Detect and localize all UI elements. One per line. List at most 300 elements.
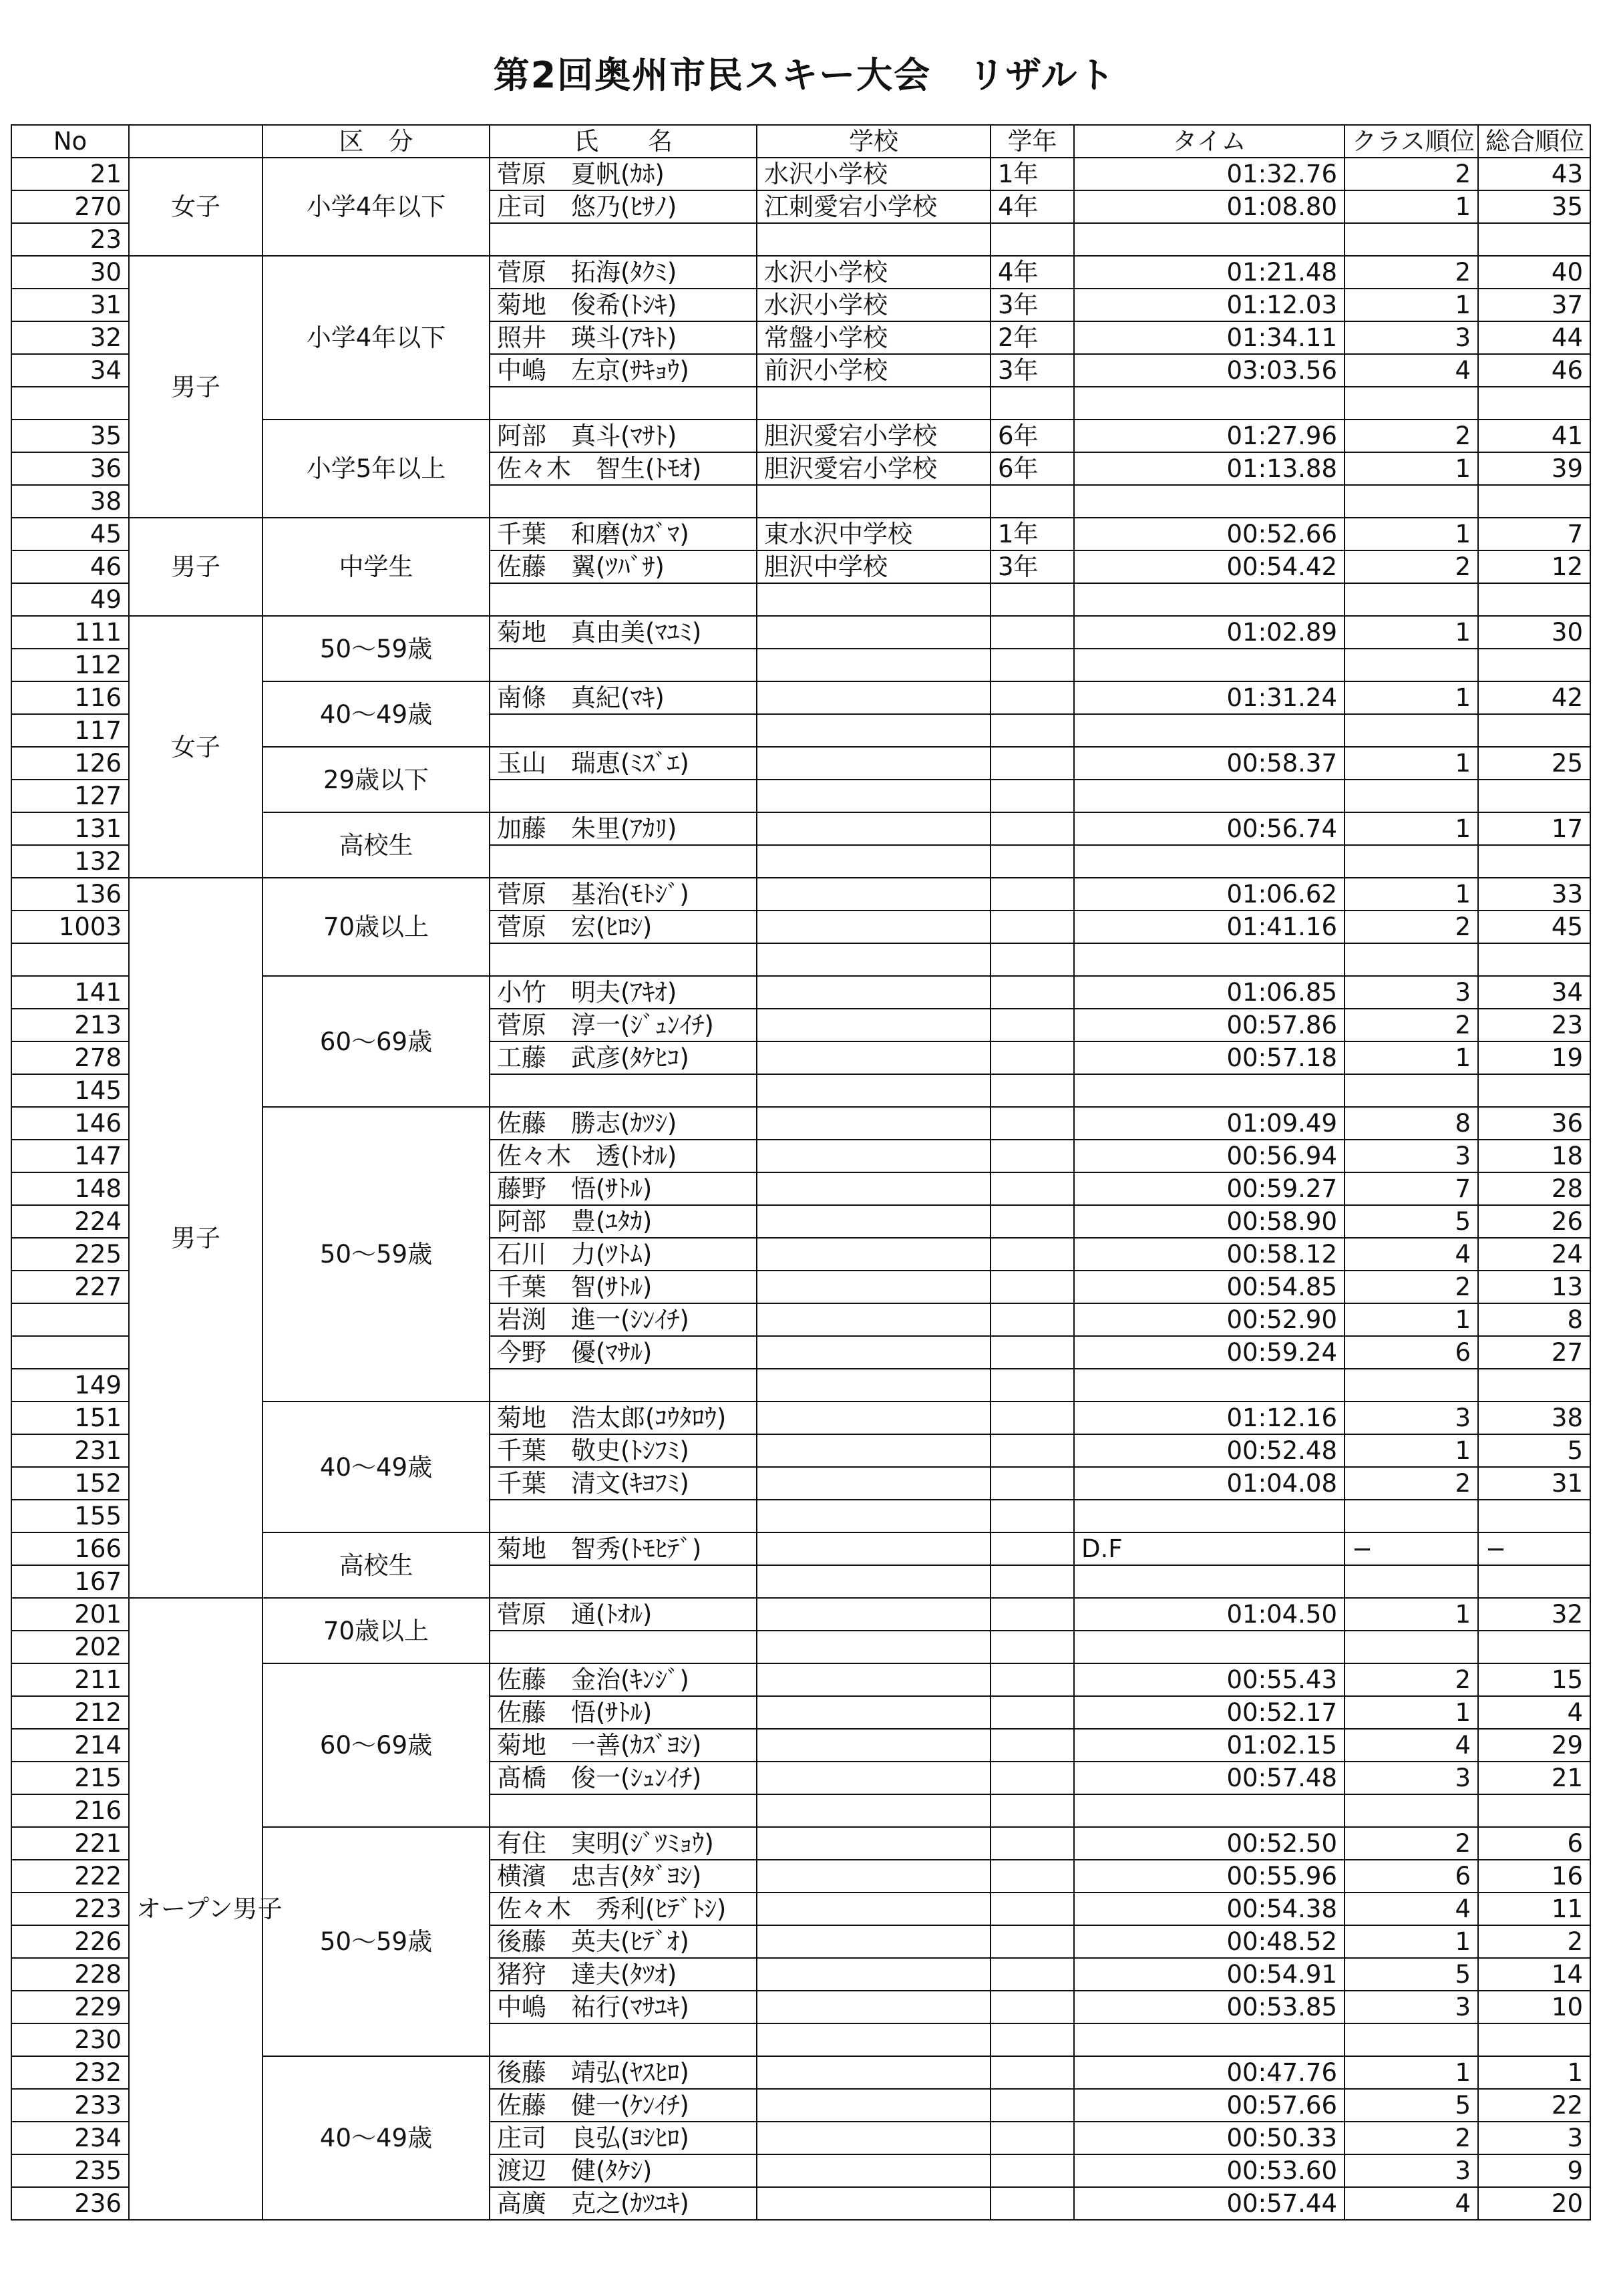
entry-number [11,1303,129,1336]
school-name [757,1532,991,1565]
division-label: 50〜59歳 [262,616,490,681]
entry-number: 127 [11,780,129,812]
overall-rank: 8 [1478,1303,1590,1336]
class-rank [1345,485,1478,518]
group-label: 男子 [129,256,262,518]
time: 00:57.44 [1074,2187,1345,2220]
school-name [757,387,991,420]
division-label: 高校生 [262,812,490,878]
grade [991,2154,1074,2187]
class-rank: 5 [1345,1958,1478,1991]
group-label: オープン男子 [129,1598,262,2220]
entry-number: 270 [11,190,129,223]
overall-rank: 26 [1478,1205,1590,1238]
competitor-name: 小竹 明夫(ｱｷｵ) [490,976,757,1009]
overall-rank [1478,1500,1590,1532]
grade [991,845,1074,878]
grade [991,1663,1074,1696]
time: 01:04.08 [1074,1467,1345,1500]
header-name: 氏 名 [490,125,757,158]
division-label: 70歳以上 [262,1598,490,1663]
competitor-name: 照井 瑛斗(ｱｷﾄ) [490,321,757,354]
class-rank: 1 [1345,289,1478,321]
competitor-name: 菅原 淳一(ｼﾞｭﾝｲﾁ) [490,1009,757,1041]
grade [991,223,1074,256]
time: 00:58.37 [1074,747,1345,780]
time: 00:58.12 [1074,1238,1345,1271]
entry-number: 221 [11,1827,129,1860]
class-rank [1345,780,1478,812]
class-rank: 7 [1345,1172,1478,1205]
grade [991,1958,1074,1991]
class-rank: 3 [1345,1762,1478,1794]
entry-number: 278 [11,1041,129,1074]
competitor-name: 岩渕 進一(ｼﾝｲﾁ) [490,1303,757,1336]
class-rank: 4 [1345,1238,1478,1271]
class-rank: 2 [1345,550,1478,583]
school-name [757,911,991,943]
overall-rank: 40 [1478,256,1590,289]
entry-number: 236 [11,2187,129,2220]
school-name [757,1336,991,1369]
time: 01:41.16 [1074,911,1345,943]
school-name [757,1860,991,1893]
school-name [757,2154,991,2187]
overall-rank: 28 [1478,1172,1590,1205]
division-label: 小学5年以上 [262,420,490,518]
school-name [757,2089,991,2122]
time [1074,1074,1345,1107]
grade [991,1794,1074,1827]
competitor-name: 庄司 良弘(ﾖｼﾋﾛ) [490,2122,757,2154]
school-name [757,1565,991,1598]
grade [991,1303,1074,1336]
grade: 1年 [991,158,1074,190]
class-rank: 1 [1345,812,1478,845]
table-row [11,1598,1590,1631]
class-rank: 2 [1345,1009,1478,1041]
group-label: 男子 [129,518,262,616]
competitor-name: 今野 優(ﾏｻﾙ) [490,1336,757,1369]
table-row [11,256,1590,289]
school-name [757,1271,991,1303]
school-name [757,976,991,1009]
competitor-name: 工藤 武彦(ﾀｹﾋｺ) [490,1041,757,1074]
overall-rank [1478,943,1590,976]
class-rank: 1 [1345,1696,1478,1729]
time: 00:57.18 [1074,1041,1345,1074]
competitor-name: 千葉 和磨(ｶｽﾞﾏ) [490,518,757,550]
grade [991,1762,1074,1794]
entry-number: 1003 [11,911,129,943]
competitor-name [490,1369,757,1402]
school-name [757,812,991,845]
entry-number: 231 [11,1434,129,1467]
grade [991,1631,1074,1663]
entry-number: 21 [11,158,129,190]
entry-number: 155 [11,1500,129,1532]
grade [991,1500,1074,1532]
time: 00:52.90 [1074,1303,1345,1336]
overall-rank: 37 [1478,289,1590,321]
school-name [757,1991,991,2023]
results-body [11,158,1590,2220]
school-name [757,714,991,747]
entry-number: 116 [11,681,129,714]
time: 01:09.49 [1074,1107,1345,1140]
entry-number: 30 [11,256,129,289]
overall-rank [1478,714,1590,747]
competitor-name [490,1631,757,1663]
overall-rank: 30 [1478,616,1590,649]
group-label: 女子 [129,616,262,878]
entry-number: 149 [11,1369,129,1402]
grade [991,1009,1074,1041]
school-name [757,2122,991,2154]
time: 01:12.16 [1074,1402,1345,1434]
school-name [757,878,991,911]
time: 01:06.62 [1074,878,1345,911]
competitor-name: 石川 力(ﾂﾄﾑ) [490,1238,757,1271]
time: 01:13.88 [1074,452,1345,485]
table-row [11,158,1590,190]
division-label: 小学4年以下 [262,256,490,420]
time: 00:54.91 [1074,1958,1345,1991]
class-rank [1345,1369,1478,1402]
entry-number: 223 [11,1893,129,1925]
time: 03:03.56 [1074,354,1345,387]
competitor-name: 菅原 通(ﾄｵﾙ) [490,1598,757,1631]
entry-number: 225 [11,1238,129,1271]
school-name [757,1794,991,1827]
entry-number: 212 [11,1696,129,1729]
competitor-name [490,943,757,976]
grade [991,1172,1074,1205]
class-rank: 5 [1345,1205,1478,1238]
entry-number [11,943,129,976]
competitor-name: 猪狩 達夫(ﾀﾂｵ) [490,1958,757,1991]
competitor-name: 渡辺 健(ﾀｹｼ) [490,2154,757,2187]
grade [991,1402,1074,1434]
overall-rank: 24 [1478,1238,1590,1271]
competitor-name: 菅原 夏帆(ｶﾎ) [490,158,757,190]
class-rank: 2 [1345,420,1478,452]
school-name: 胆沢愛宕小学校 [757,452,991,485]
division-label: 29歳以下 [262,747,490,812]
class-rank: 1 [1345,878,1478,911]
class-rank [1345,845,1478,878]
grade [991,976,1074,1009]
overall-rank: 11 [1478,1893,1590,1925]
overall-rank: 43 [1478,158,1590,190]
competitor-name: 加藤 朱里(ｱｶﾘ) [490,812,757,845]
header-no: No [11,125,129,158]
header-school: 学校 [757,125,991,158]
grade [991,1467,1074,1500]
overall-rank: 6 [1478,1827,1590,1860]
grade [991,2089,1074,2122]
time: 00:57.86 [1074,1009,1345,1041]
time [1074,714,1345,747]
time [1074,1565,1345,1598]
class-rank: 6 [1345,1860,1478,1893]
overall-rank: 34 [1478,976,1590,1009]
class-rank: 4 [1345,1729,1478,1762]
grade [991,1532,1074,1565]
school-name [757,1205,991,1238]
competitor-name: 菅原 拓海(ﾀｸﾐ) [490,256,757,289]
class-rank: 4 [1345,2187,1478,2220]
overall-rank [1478,1074,1590,1107]
overall-rank: 14 [1478,1958,1590,1991]
overall-rank: − [1478,1532,1590,1565]
competitor-name: 中嶋 祐行(ﾏｻﾕｷ) [490,1991,757,2023]
school-name: 水沢小学校 [757,289,991,321]
time: 00:55.43 [1074,1663,1345,1696]
school-name: 東水沢中学校 [757,518,991,550]
grade [991,649,1074,681]
competitor-name: 菊地 一善(ｶｽﾞﾖｼ) [490,1729,757,1762]
grade [991,1238,1074,1271]
school-name [757,1696,991,1729]
competitor-name [490,1074,757,1107]
table-row [11,878,1590,911]
grade [991,681,1074,714]
entry-number: 132 [11,845,129,878]
time: 00:52.17 [1074,1696,1345,1729]
entry-number: 23 [11,223,129,256]
time: 00:57.66 [1074,2089,1345,2122]
grade [991,1205,1074,1238]
competitor-name: 佐々木 智生(ﾄﾓｵ) [490,452,757,485]
school-name [757,747,991,780]
school-name [757,1009,991,1041]
division-label: 40〜49歳 [262,1402,490,1532]
time: 00:59.24 [1074,1336,1345,1369]
grade [991,1696,1074,1729]
competitor-name: 菊地 浩太郎(ｺｳﾀﾛｳ) [490,1402,757,1434]
overall-rank: 10 [1478,1991,1590,2023]
school-name [757,1631,991,1663]
class-rank: 1 [1345,1303,1478,1336]
overall-rank: 35 [1478,190,1590,223]
entry-number: 152 [11,1467,129,1500]
competitor-name: 南條 真紀(ﾏｷ) [490,681,757,714]
time [1074,845,1345,878]
time [1074,1794,1345,1827]
class-rank: 3 [1345,321,1478,354]
group-label: 女子 [129,158,262,256]
time: 01:06.85 [1074,976,1345,1009]
grade [991,616,1074,649]
competitor-name: 佐藤 金治(ｷﾝｼﾞ) [490,1663,757,1696]
school-name: 胆沢中学校 [757,550,991,583]
overall-rank: 20 [1478,2187,1590,2220]
time: 00:52.50 [1074,1827,1345,1860]
header-group [129,125,262,158]
class-rank: 2 [1345,1271,1478,1303]
class-rank [1345,223,1478,256]
grade [991,1041,1074,1074]
entry-number: 117 [11,714,129,747]
competitor-name: 佐藤 健一(ｹﾝｲﾁ) [490,2089,757,2122]
time [1074,1369,1345,1402]
class-rank [1345,943,1478,976]
entry-number: 147 [11,1140,129,1172]
class-rank: 1 [1345,452,1478,485]
entry-number: 126 [11,747,129,780]
class-rank [1345,583,1478,616]
division-label: 高校生 [262,1532,490,1598]
time: D.F [1074,1532,1345,1565]
time: 01:08.80 [1074,190,1345,223]
entry-number: 234 [11,2122,129,2154]
time [1074,2023,1345,2056]
grade [991,1074,1074,1107]
class-rank: 2 [1345,1663,1478,1696]
school-name [757,2056,991,2089]
grade [991,583,1074,616]
competitor-name: 千葉 清文(ｷﾖﾌﾐ) [490,1467,757,1500]
school-name: 胆沢愛宕小学校 [757,420,991,452]
class-rank: 3 [1345,2154,1478,2187]
division-label: 70歳以上 [262,878,490,976]
class-rank [1345,714,1478,747]
school-name [757,223,991,256]
time: 00:57.48 [1074,1762,1345,1794]
class-rank [1345,1074,1478,1107]
school-name [757,845,991,878]
entry-number: 166 [11,1532,129,1565]
competitor-name: 佐々木 秀利(ﾋﾃﾞﾄｼ) [490,1893,757,1925]
competitor-name: 庄司 悠乃(ﾋｻﾉ) [490,190,757,223]
time: 00:59.27 [1074,1172,1345,1205]
grade [991,780,1074,812]
competitor-name: 玉山 瑞恵(ﾐｽﾞｴ) [490,747,757,780]
class-rank: 5 [1345,2089,1478,2122]
grade: 3年 [991,289,1074,321]
grade [991,1336,1074,1369]
competitor-name: 千葉 敬史(ﾄｼﾌﾐ) [490,1434,757,1467]
overall-rank: 13 [1478,1271,1590,1303]
overall-rank: 32 [1478,1598,1590,1631]
header-class-rank: クラス順位 [1345,125,1478,158]
entry-number: 211 [11,1663,129,1696]
entry-number: 35 [11,420,129,452]
school-name [757,1663,991,1696]
school-name [757,1893,991,1925]
overall-rank [1478,485,1590,518]
competitor-name: 菅原 基治(ﾓﾄｼﾞ) [490,878,757,911]
division-label: 50〜59歳 [262,1827,490,2056]
overall-rank: 44 [1478,321,1590,354]
division-label: 小学4年以下 [262,158,490,256]
time: 01:12.03 [1074,289,1345,321]
grade [991,1991,1074,2023]
entry-number: 45 [11,518,129,550]
overall-rank [1478,845,1590,878]
competitor-name: 後藤 靖弘(ﾔｽﾋﾛ) [490,2056,757,2089]
overall-rank: 17 [1478,812,1590,845]
entry-number: 136 [11,878,129,911]
school-name [757,1140,991,1172]
grade [991,2187,1074,2220]
school-name [757,1402,991,1434]
grade [991,1565,1074,1598]
overall-rank [1478,1794,1590,1827]
grade: 6年 [991,452,1074,485]
table-row [11,518,1590,550]
school-name [757,1500,991,1532]
class-rank: 3 [1345,1402,1478,1434]
competitor-name [490,1565,757,1598]
class-rank [1345,1500,1478,1532]
class-rank: 4 [1345,1893,1478,1925]
division-label: 40〜49歳 [262,2056,490,2220]
overall-rank [1478,780,1590,812]
time: 01:32.76 [1074,158,1345,190]
entry-number: 112 [11,649,129,681]
overall-rank: 19 [1478,1041,1590,1074]
class-rank: 4 [1345,354,1478,387]
time: 00:56.94 [1074,1140,1345,1172]
class-rank: 1 [1345,1598,1478,1631]
overall-rank: 41 [1478,420,1590,452]
class-rank: 1 [1345,1434,1478,1467]
time [1074,485,1345,518]
entry-number: 202 [11,1631,129,1663]
overall-rank: 25 [1478,747,1590,780]
class-rank: 1 [1345,518,1478,550]
competitor-name: 阿部 真斗(ﾏｻﾄ) [490,420,757,452]
entry-number: 46 [11,550,129,583]
grade [991,2122,1074,2154]
header-row [11,125,1590,158]
time: 00:56.74 [1074,812,1345,845]
entry-number: 111 [11,616,129,649]
entry-number: 216 [11,1794,129,1827]
header-time: タイム [1074,125,1345,158]
class-rank: 1 [1345,1041,1478,1074]
school-name: 水沢小学校 [757,256,991,289]
competitor-name: 菅原 宏(ﾋﾛｼ) [490,911,757,943]
competitor-name [490,223,757,256]
entry-number: 32 [11,321,129,354]
school-name [757,1925,991,1958]
entry-number: 215 [11,1762,129,1794]
entry-number [11,387,129,420]
class-rank [1345,1794,1478,1827]
entry-number: 222 [11,1860,129,1893]
overall-rank: 18 [1478,1140,1590,1172]
class-rank [1345,1631,1478,1663]
time: 00:54.85 [1074,1271,1345,1303]
grade [991,1729,1074,1762]
grade [991,747,1074,780]
school-name [757,681,991,714]
overall-rank: 31 [1478,1467,1590,1500]
overall-rank: 39 [1478,452,1590,485]
competitor-name: 中嶋 左京(ｻｷｮｳ) [490,354,757,387]
time [1074,387,1345,420]
grade [991,1860,1074,1893]
grade: 3年 [991,550,1074,583]
overall-rank: 4 [1478,1696,1590,1729]
overall-rank: 46 [1478,354,1590,387]
time: 01:21.48 [1074,256,1345,289]
competitor-name [490,714,757,747]
competitor-name: 後藤 英夫(ﾋﾃﾞｵ) [490,1925,757,1958]
